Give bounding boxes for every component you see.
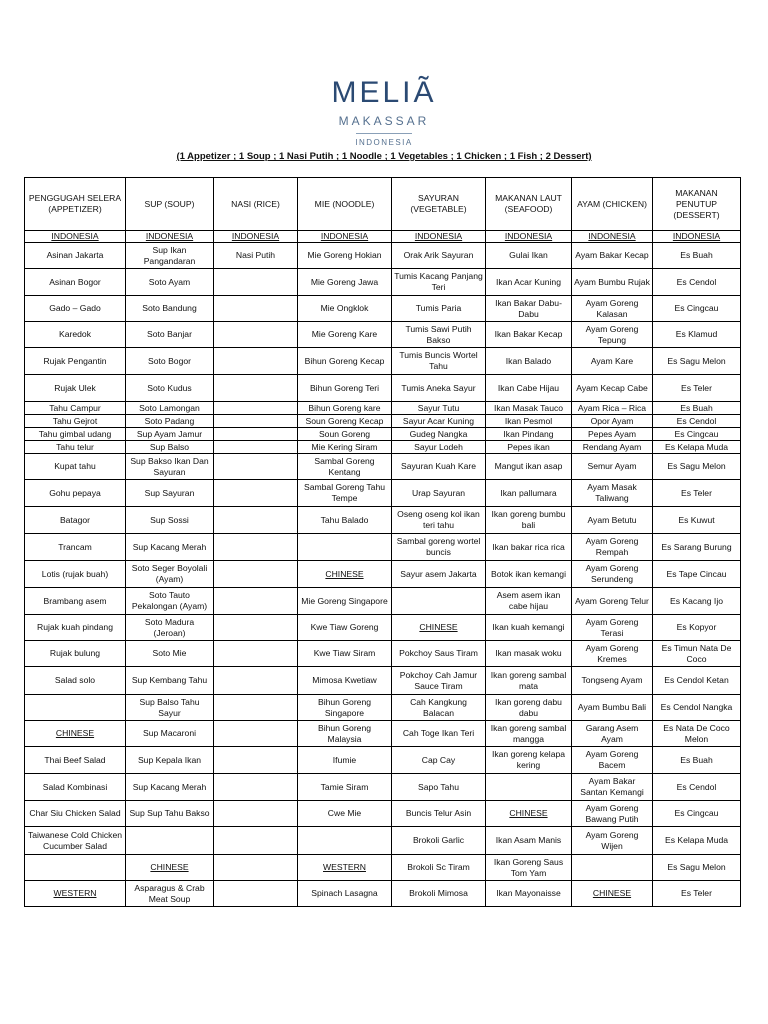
table-cell: Brokoli Sc Tiram (392, 855, 486, 881)
table-row (25, 415, 741, 428)
header-seafood: MAKANAN LAUT (SEAFOOD) (486, 178, 572, 231)
table-cell: Mie Goreng Hokian (298, 243, 392, 269)
table-cell: Garang Asem Ayam (572, 721, 653, 747)
table-cell: Bihun Goreng kare (298, 402, 392, 415)
table-cell: Gulai Ikan (486, 243, 572, 269)
table-cell: Es Teler (653, 375, 741, 402)
table-cell: Es Cendol Ketan (653, 667, 741, 695)
brand-logo: MELIÃ (331, 76, 437, 109)
menu-summary: (1 Appetizer ; 1 Soup ; 1 Nasi Putih ; 1 Noodle ; 1 Vegetables ; 1 Chicken ; 1 Fish ; 2 Dessert) (176, 151, 592, 162)
table-cell: Soto Madura (Jeroan) (126, 615, 214, 641)
table-cell: Sup Balso Tahu Sayur (126, 695, 214, 721)
table-cell: Sambal goreng wortel buncis (392, 534, 486, 561)
table-cell: CHINESE (486, 801, 572, 827)
header-dessert: MAKANAN PENUTUP (DESSERT) (653, 178, 741, 231)
table-cell (214, 667, 298, 695)
table-cell: Ayam Bumbu Rujak (572, 269, 653, 296)
table-cell: Ikan Bakar Kecap (486, 322, 572, 348)
table-cell (214, 415, 298, 428)
table-cell (214, 827, 298, 855)
table-cell: Asem asem ikan cabe hijau (486, 588, 572, 615)
table-row (25, 441, 741, 454)
table-cell: Semur Ayam (572, 454, 653, 480)
table-cell: Es Teler (653, 881, 741, 907)
table-cell (214, 641, 298, 667)
table-cell: Sup Sossi (126, 507, 214, 534)
table-cell: Ayam Goreng Terasi (572, 615, 653, 641)
table-cell: Sup Bakso Ikan Dan Sayuran (126, 454, 214, 480)
table-cell: Ayam Betutu (572, 507, 653, 534)
table-cell (214, 507, 298, 534)
menu-table (24, 177, 741, 907)
cuisine-subheader-row (25, 231, 741, 243)
table-cell: Rujak Ulek (25, 375, 126, 402)
table-row (25, 428, 741, 441)
table-cell: Sup Balso (126, 441, 214, 454)
table-cell: Orak Arik Sayuran (392, 243, 486, 269)
table-cell (298, 534, 392, 561)
table-cell: Buncis Telur Asin (392, 801, 486, 827)
table-cell: WESTERN (25, 881, 126, 907)
table-cell: Es Timun Nata De Coco (653, 641, 741, 667)
table-cell: Rendang Ayam (572, 441, 653, 454)
table-cell: Salad Kombinasi (25, 774, 126, 801)
table-cell: Es Kopyor (653, 615, 741, 641)
brand-country: INDONESIA (355, 138, 413, 147)
table-row (25, 801, 741, 827)
header-soup: SUP (SOUP) (126, 178, 214, 231)
table-row (25, 534, 741, 561)
table-cell: Sup Ayam Jamur (126, 428, 214, 441)
table-cell: Asparagus & Crab Meat Soup (126, 881, 214, 907)
table-cell: Es Sagu Melon (653, 454, 741, 480)
table-cell: Tumis Sawi Putih Bakso (392, 322, 486, 348)
table-row (25, 375, 741, 402)
table-cell: Oseng oseng kol ikan teri tahu (392, 507, 486, 534)
table-cell: Pepes ikan (486, 441, 572, 454)
table-cell: Soto Bandung (126, 296, 214, 322)
table-row (25, 615, 741, 641)
table-cell: Mie Goreng Jawa (298, 269, 392, 296)
table-cell: Soun Goreng Kecap (298, 415, 392, 428)
table-cell: Soto Lamongan (126, 402, 214, 415)
table-cell: Opor Ayam (572, 415, 653, 428)
table-cell: Mie Goreng Singapore (298, 588, 392, 615)
table-cell: Ikan Acar Kuning (486, 269, 572, 296)
table-row (25, 881, 741, 907)
table-cell (214, 747, 298, 774)
table-cell: Es Cendol Nangka (653, 695, 741, 721)
subheader-cell: INDONESIA (25, 231, 126, 243)
subheader-cell: INDONESIA (572, 231, 653, 243)
table-cell: Gado – Gado (25, 296, 126, 322)
table-cell: Es Kacang Ijo (653, 588, 741, 615)
table-cell: Pokchoy Saus Tiram (392, 641, 486, 667)
table-row (25, 827, 741, 855)
table-row (25, 480, 741, 507)
table-cell: CHINESE (126, 855, 214, 881)
table-cell (214, 269, 298, 296)
table-cell: Sup Macaroni (126, 721, 214, 747)
table-cell: Tamie Siram (298, 774, 392, 801)
table-cell (214, 428, 298, 441)
table-cell: Tumis Aneka Sayur (392, 375, 486, 402)
table-cell: Brokoli Garlic (392, 827, 486, 855)
table-cell: Sambal Goreng Tahu Tempe (298, 480, 392, 507)
table-cell: Tahu Balado (298, 507, 392, 534)
table-cell: Es Buah (653, 747, 741, 774)
table-cell: Ayam Goreng Kremes (572, 641, 653, 667)
table-row (25, 641, 741, 667)
table-cell: Spinach Lasagna (298, 881, 392, 907)
table-cell: Sambal Goreng Kentang (298, 454, 392, 480)
table-cell: Sup Sayuran (126, 480, 214, 507)
table-row (25, 667, 741, 695)
table-cell (214, 348, 298, 375)
table-cell: Es Klamud (653, 322, 741, 348)
logo-divider (356, 133, 412, 134)
table-cell: Gohu pepaya (25, 480, 126, 507)
table-cell: Sayur Lodeh (392, 441, 486, 454)
table-cell: Sayur Tutu (392, 402, 486, 415)
subheader-cell: INDONESIA (486, 231, 572, 243)
header-chicken: AYAM (CHICKEN) (572, 178, 653, 231)
table-row (25, 348, 741, 375)
table-cell: Ikan pallumara (486, 480, 572, 507)
table-cell: Ikan Pesmol (486, 415, 572, 428)
table-cell: Ikan Mayonaisse (486, 881, 572, 907)
table-cell (126, 827, 214, 855)
table-cell: Sup Kacang Merah (126, 534, 214, 561)
table-cell: Mie Goreng Kare (298, 322, 392, 348)
table-cell: CHINESE (572, 881, 653, 907)
table-cell (214, 588, 298, 615)
subheader-cell: INDONESIA (214, 231, 298, 243)
table-cell: Kupat tahu (25, 454, 126, 480)
table-cell: Soto Banjar (126, 322, 214, 348)
table-cell: Mie Ongklok (298, 296, 392, 322)
table-cell (214, 855, 298, 881)
table-cell: Sayur asem Jakarta (392, 561, 486, 588)
column-headers (25, 178, 741, 231)
table-cell: Ayam Kecap Cabe (572, 375, 653, 402)
table-cell (214, 801, 298, 827)
table-cell: Rujak Pengantin (25, 348, 126, 375)
table-cell: Tahu gimbal udang (25, 428, 126, 441)
table-cell: Karedok (25, 322, 126, 348)
table-cell: Ayam Goreng Wijen (572, 827, 653, 855)
table-cell: Es Tape Cincau (653, 561, 741, 588)
table-cell: Kwe Tiaw Siram (298, 641, 392, 667)
table-cell: Cah Kangkung Balacan (392, 695, 486, 721)
table-cell: Es Kelapa Muda (653, 441, 741, 454)
table-cell: Soto Mie (126, 641, 214, 667)
table-cell (214, 454, 298, 480)
table-cell: Ayam Bakar Kecap (572, 243, 653, 269)
table-cell: Bihun Goreng Teri (298, 375, 392, 402)
table-cell: Mimosa Kwetiaw (298, 667, 392, 695)
table-cell (392, 588, 486, 615)
table-cell (25, 855, 126, 881)
table-cell: Brokoli Mimosa (392, 881, 486, 907)
subheader-cell: INDONESIA (392, 231, 486, 243)
table-cell: Ikan kuah kemangi (486, 615, 572, 641)
table-cell: Cwe Mie (298, 801, 392, 827)
subheader-cell: INDONESIA (126, 231, 214, 243)
table-cell: Es Sarang Burung (653, 534, 741, 561)
table-cell (572, 855, 653, 881)
table-cell (214, 322, 298, 348)
table-cell: Es Kelapa Muda (653, 827, 741, 855)
table-cell: Es Cendol (653, 269, 741, 296)
table-cell (214, 561, 298, 588)
subheader-cell: INDONESIA (653, 231, 741, 243)
table-cell: Mie Kering Siram (298, 441, 392, 454)
table-cell: Ayam Goreng Telur (572, 588, 653, 615)
table-cell: Ikan goreng dabu dabu (486, 695, 572, 721)
table-cell: Ayam Kare (572, 348, 653, 375)
table-cell: Es Sagu Melon (653, 855, 741, 881)
table-cell: Soto Tauto Pekalongan (Ayam) (126, 588, 214, 615)
table-cell (298, 827, 392, 855)
table-cell: Ayam Bakar Santan Kemangi (572, 774, 653, 801)
table-row (25, 322, 741, 348)
table-cell: Ikan goreng bumbu bali (486, 507, 572, 534)
table-cell (25, 695, 126, 721)
header-vegetable: SAYURAN (VEGETABLE) (392, 178, 486, 231)
table-cell: Ayam Goreng Kalasan (572, 296, 653, 322)
table-cell: Sup Sup Tahu Bakso (126, 801, 214, 827)
table-cell (214, 375, 298, 402)
table-cell (214, 774, 298, 801)
table-cell: CHINESE (25, 721, 126, 747)
table-cell: Tahu telur (25, 441, 126, 454)
table-cell: Bihun Goreng Kecap (298, 348, 392, 375)
table-cell (214, 881, 298, 907)
table-cell: Ikan Goreng Saus Tom Yam (486, 855, 572, 881)
table-cell: Rujak bulung (25, 641, 126, 667)
table-cell: Tumis Buncis Wortel Tahu (392, 348, 486, 375)
table-cell: Ayam Goreng Rempah (572, 534, 653, 561)
table-cell: Ayam Goreng Serundeng (572, 561, 653, 588)
table-cell: Bihun Goreng Malaysia (298, 721, 392, 747)
table-cell: Soto Kudus (126, 375, 214, 402)
table-cell: Ikan Pindang (486, 428, 572, 441)
table-cell (214, 296, 298, 322)
table-cell: Nasi Putih (214, 243, 298, 269)
subheader-cell: INDONESIA (298, 231, 392, 243)
table-cell: Trancam (25, 534, 126, 561)
table-cell: Ayam Bumbu Bali (572, 695, 653, 721)
table-cell: Taiwanese Cold Chicken Cucumber Salad (25, 827, 126, 855)
table-cell (214, 480, 298, 507)
table-cell: Es Sagu Melon (653, 348, 741, 375)
table-row (25, 721, 741, 747)
table-row (25, 402, 741, 415)
table-cell: Tahu Campur (25, 402, 126, 415)
table-cell: Es Cendol (653, 415, 741, 428)
table-cell: Tumis Paria (392, 296, 486, 322)
table-row (25, 747, 741, 774)
table-cell (214, 441, 298, 454)
table-cell: Sapo Tahu (392, 774, 486, 801)
table-cell: Es Cingcau (653, 296, 741, 322)
table-cell: Sup Ikan Pangandaran (126, 243, 214, 269)
table-cell: Es Nata De Coco Melon (653, 721, 741, 747)
table-cell: Ayam Goreng Tepung (572, 322, 653, 348)
table-cell: Es Teler (653, 480, 741, 507)
brand-city: MAKASSAR (338, 114, 430, 128)
header-appetizer: PENGGUGAH SELERA (APPETIZER) (25, 178, 126, 231)
table-cell: Tongseng Ayam (572, 667, 653, 695)
table-cell: Ifumie (298, 747, 392, 774)
table-row (25, 454, 741, 480)
table-cell: Ayam Rica – Rica (572, 402, 653, 415)
table-cell: Ikan bakar rica rica (486, 534, 572, 561)
table-cell (214, 534, 298, 561)
table-cell: Sup Kepala Ikan (126, 747, 214, 774)
table-cell: Sayur Acar Kuning (392, 415, 486, 428)
table-cell: Ikan masak woku (486, 641, 572, 667)
table-cell: Pokchoy Cah Jamur Sauce Tiram (392, 667, 486, 695)
table-cell: Kwe Tiaw Goreng (298, 615, 392, 641)
table-row (25, 507, 741, 534)
table-row (25, 296, 741, 322)
table-cell: Gudeg Nangka (392, 428, 486, 441)
table-row (25, 695, 741, 721)
table-cell: Lotis (rujak buah) (25, 561, 126, 588)
table-cell: Es Cendol (653, 774, 741, 801)
table-cell (214, 402, 298, 415)
table-row (25, 588, 741, 615)
table-row (25, 243, 741, 269)
table-cell: Soto Padang (126, 415, 214, 428)
table-cell: Cah Toge Ikan Teri (392, 721, 486, 747)
table-cell: Sayuran Kuah Kare (392, 454, 486, 480)
table-cell: Soto Ayam (126, 269, 214, 296)
table-cell: Bihun Goreng Singapore (298, 695, 392, 721)
table-cell: Char Siu Chicken Salad (25, 801, 126, 827)
table-cell: Pepes Ayam (572, 428, 653, 441)
header (0, 0, 768, 170)
table-cell: Tumis Kacang Panjang Teri (392, 269, 486, 296)
table-cell: Es Cingcau (653, 801, 741, 827)
table-cell: Soto Bogor (126, 348, 214, 375)
table-cell: Ikan goreng sambal mata (486, 667, 572, 695)
table-cell: Ikan goreng sambal mangga (486, 721, 572, 747)
table-cell: Mangut ikan asap (486, 454, 572, 480)
table-cell: Tahu Gejrot (25, 415, 126, 428)
table-cell: Ikan Asam Manis (486, 827, 572, 855)
table-cell: Ikan Masak Tauco (486, 402, 572, 415)
table-row (25, 855, 741, 881)
table-row (25, 774, 741, 801)
table-cell: Es Cingcau (653, 428, 741, 441)
table-row (25, 561, 741, 588)
table-cell: Soto Seger Boyolali (Ayam) (126, 561, 214, 588)
table-cell: WESTERN (298, 855, 392, 881)
table-cell: Ikan Cabe Hijau (486, 375, 572, 402)
table-cell: CHINESE (298, 561, 392, 588)
table-cell: Soun Goreng (298, 428, 392, 441)
table-cell: Batagor (25, 507, 126, 534)
header-noodle: MIE (NOODLE) (298, 178, 392, 231)
table-cell: Asinan Jakarta (25, 243, 126, 269)
table-cell (214, 721, 298, 747)
table-cell: Ayam Masak Taliwang (572, 480, 653, 507)
table-cell: Urap Sayuran (392, 480, 486, 507)
table-cell: Ikan Balado (486, 348, 572, 375)
table-cell: Sup Kembang Tahu (126, 667, 214, 695)
table-cell: Sup Kacang Merah (126, 774, 214, 801)
table-cell: Rujak kuah pindang (25, 615, 126, 641)
table-row (25, 269, 741, 296)
table-cell: Ayam Goreng Bacem (572, 747, 653, 774)
table-cell: Ikan Bakar Dabu-Dabu (486, 296, 572, 322)
table-cell: Asinan Bogor (25, 269, 126, 296)
table-cell: Thai Beef Salad (25, 747, 126, 774)
table-cell (214, 695, 298, 721)
table-cell: Es Kuwut (653, 507, 741, 534)
table-cell: Ayam Goreng Bawang Putih (572, 801, 653, 827)
table-cell: Es Buah (653, 402, 741, 415)
table-cell: Es Buah (653, 243, 741, 269)
table-cell (486, 774, 572, 801)
menu-table-body (25, 243, 741, 907)
table-cell: CHINESE (392, 615, 486, 641)
table-cell: Botok ikan kemangi (486, 561, 572, 588)
table-cell: Brambang asem (25, 588, 126, 615)
table-cell: Cap Cay (392, 747, 486, 774)
table-cell: Salad solo (25, 667, 126, 695)
table-cell: Ikan goreng kelapa kering (486, 747, 572, 774)
header-rice: NASI (RICE) (214, 178, 298, 231)
table-cell (214, 615, 298, 641)
